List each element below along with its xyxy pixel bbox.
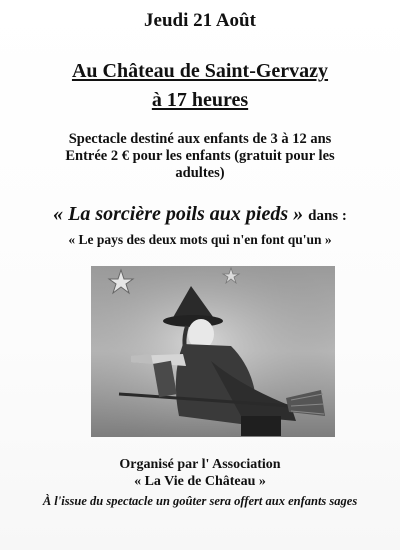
event-info bbox=[0, 131, 400, 182]
info-price-cont: adultes) bbox=[175, 165, 225, 181]
organizer-name: Organisé par l' Association bbox=[119, 457, 281, 472]
event-time: à 17 heures bbox=[151, 89, 249, 111]
event-date: Jeudi 21 Août bbox=[144, 10, 256, 31]
witch-photo bbox=[91, 266, 335, 437]
event-venue: Au Château de Saint-Gervazy bbox=[71, 60, 329, 82]
organizer-association: « La Vie de Château » bbox=[134, 474, 266, 489]
show-connector: dans : bbox=[308, 208, 347, 224]
organizer-block bbox=[0, 456, 400, 490]
organizer-note: À l'issue du spectacle un goûter sera offert aux enfants sages bbox=[42, 494, 358, 508]
show-subtitle: « Le pays des deux mots qui n'en font qu'un » bbox=[68, 232, 332, 247]
show-title: « La sorcière poils aux pieds » bbox=[53, 203, 304, 225]
info-price: Entrée 2 € pour les enfants (gratuit pour les bbox=[65, 148, 335, 164]
show-heading bbox=[0, 203, 400, 226]
info-audience: Spectacle destiné aux enfants de 3 à 12 ans bbox=[68, 131, 332, 147]
witch-photo-illustration bbox=[91, 266, 335, 437]
